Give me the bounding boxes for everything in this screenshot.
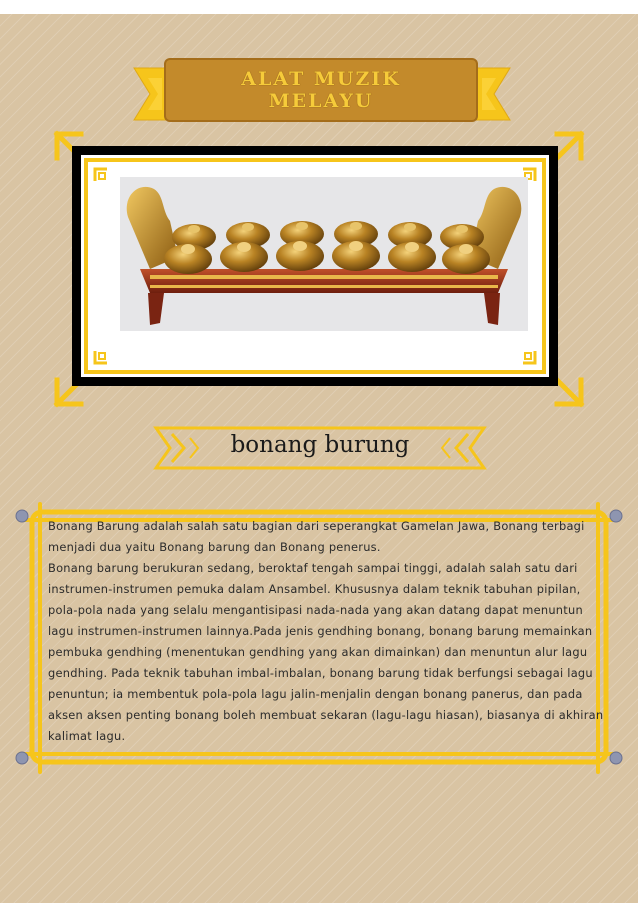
corner-ornament-icon: [93, 167, 111, 185]
body-paragraph-2: Bonang barung berukuran sedang, beroktaf tengah sampai tinggi, adalah salah satu dari instrumen-instrumen pemuka dalam Ansambel. Khususnya dalam teknik tabuhan pipilan, pola-pola nada yang selalu mengantisipasi nada-nada yang akan datang dapat menuntun lagu instrumen-instrumen lainnya.Pada jenis gendhing bonang, bonang barung memainkan pembuka gendhing (menentukan gendhing yang akan dimainkan) dan menuntun alur lagu gendhing. Pada teknik tabuhan imbal-imbalan, bonang barung tidak berfungsi sebagai lagu penuntun; ia membentuk pola-pola lagu jalin-menjalin dengan bonang panerus, dan pada aksen aksen penting bonang boleh membuat sekaran (lagu-lagu hiasan), biasanya di akhiran kalimat lagu.: [48, 561, 604, 743]
bonang-instrument-image: [120, 177, 528, 331]
bonang-photo: [120, 177, 528, 331]
title-line-2: MELAYU: [268, 90, 374, 112]
pin-icon: [16, 510, 28, 522]
article-body: [48, 516, 608, 747]
pin-icon: [610, 510, 622, 522]
corner-ornament-icon: [93, 347, 111, 365]
subtitle-banner: [150, 424, 490, 472]
section-subtitle: bonang burung: [230, 432, 410, 458]
page-top-edge: [0, 0, 638, 14]
title-banner: [132, 58, 512, 128]
pin-icon: [16, 752, 28, 764]
body-paragraph-1: Bonang Barung adalah salah satu bagian dari seperangkat Gamelan Jawa, Bonang terbagi menjadi dua yaitu Bonang barung dan Bonang penerus.: [48, 519, 585, 554]
title-plate: [166, 60, 476, 120]
title-line-1: ALAT MUZIK: [241, 68, 401, 90]
pin-icon: [610, 752, 622, 764]
corner-ornament-icon: [519, 347, 537, 365]
photo-frame: [72, 146, 558, 386]
page-title: [241, 68, 400, 112]
